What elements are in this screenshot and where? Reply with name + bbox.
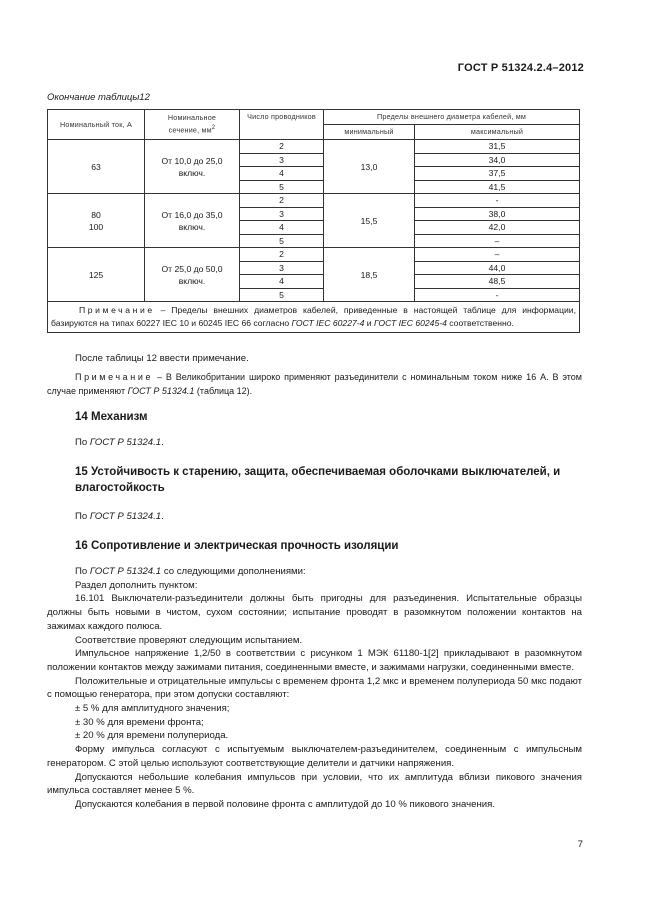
cell-min: 18,5: [324, 248, 415, 302]
cell-conductors: 5: [240, 288, 324, 302]
cable-diameter-table: [47, 109, 580, 333]
cell-max: 34,0: [415, 153, 580, 167]
section-16-body: [47, 565, 582, 812]
section-14-title: 14 Механизм: [75, 411, 148, 423]
header-conductors: Число проводников: [240, 110, 324, 140]
tolerance-item: ± 20 % для времени полупериода.: [75, 730, 229, 742]
cell-section: От 16,0 до 35,0 включ.: [145, 194, 240, 248]
cell-max: 37,5: [415, 167, 580, 181]
cell-max: 41,5: [415, 180, 580, 194]
cell-max: 44,0: [415, 261, 580, 275]
cell-max: -: [415, 288, 580, 302]
uk-note: Примечание – В Великобритании широко применяют разъединители с номинальным током ниже 16 А. В этом случае применяют ГОСТ Р 51324.1 (таблица 12).: [47, 372, 582, 396]
cell-max: -: [415, 194, 580, 208]
section-15-title: 15 Устойчивость к старению, защита, обеспечиваемая оболочками выключателей, и влагостойкость: [75, 466, 561, 494]
header-section: Номинальное сечение, $мм^2$: [145, 110, 240, 140]
paragraph: Положительные и отрицательные импульсы с временем фронта 1,2 мкс и временем полупериода 50 мкс подают с помощью генератора, при этом допуски составляют:: [47, 675, 582, 701]
cell-max: 31,5: [415, 140, 580, 154]
after-table-text: После таблицы 12 ввести примечание.: [75, 353, 249, 364]
cell-current: 80 100: [48, 194, 145, 248]
table-note-row: [48, 302, 580, 333]
cell-conductors: 3: [240, 153, 324, 167]
cell-conductors: 2: [240, 140, 324, 154]
cell-max: 42,0: [415, 221, 580, 235]
paragraph: Форму импульса согласуют с испытуемым выключателем-разъединителем, соединенным с импульсным генератором. С этой целью используют соответствующие делители и датчики напряжения.: [47, 744, 582, 769]
table-caption: Окончание таблицы12: [47, 92, 150, 103]
paragraph: Допускаются колебания в первой половине фронта с амплитудой до 10 % пикового значения.: [75, 798, 496, 810]
header-max: максимальный: [415, 125, 580, 140]
page-number: 7: [577, 839, 583, 850]
cell-conductors: 4: [240, 275, 324, 289]
cell-conductors: 2: [240, 248, 324, 262]
cell-current: 63: [48, 140, 145, 194]
paragraph: Раздел дополнить пунктом:: [75, 579, 198, 591]
paragraph: 16.101 Выключатели-разъединители должны быть пригодны для разъединения. Испытательные образцы должны быть новыми в чистом, сухом состоянии; испытание проводят в разомкнутом положении контактов на зажимах каждого полюса.: [47, 593, 582, 632]
table-row: [48, 194, 580, 208]
table-header-row: [48, 110, 580, 125]
cell-conductors: 2: [240, 194, 324, 208]
paragraph: Соответствие проверяют следующим испытанием.: [75, 634, 303, 646]
header-diameter: Пределы внешнего диаметра кабелей, мм: [324, 110, 580, 125]
table-note: Примечание – Пределы внешних диаметров кабелей, приведенные в настоящей таблице для информации, базируются на типах 60227 IEC 10 и 60245 IEC 66 согласно ГОСТ IEC 60227-4 и ГОСТ IEC 60245-4 соответственно.: [48, 302, 580, 333]
section-16-intro: По ГОСТ Р 51324.1 со следующими дополнениями:: [75, 566, 306, 577]
header-current: Номинальный ток, А: [48, 110, 145, 140]
cell-conductors: 5: [240, 180, 324, 194]
cell-current: 125: [48, 248, 145, 302]
section-14-text: По ГОСТ Р 51324.1.: [75, 437, 164, 448]
section-16-title: 16 Сопротивление и электрическая прочность изоляции: [75, 540, 399, 552]
cell-conductors: 4: [240, 221, 324, 235]
cell-max: –: [415, 234, 580, 248]
cell-max: 48,5: [415, 275, 580, 289]
cell-max: –: [415, 248, 580, 262]
tolerance-item: ± 30 % для времени фронта;: [75, 716, 204, 728]
paragraph: Допускаются небольшие колебания импульсов при условии, что их амплитуда вблизи пикового значения импульса составляет менее 5 %.: [47, 771, 582, 797]
standard-number: ГОСТ Р 51324.2.4–2012: [457, 62, 584, 74]
table-row: [48, 140, 580, 154]
cell-conductors: 5: [240, 234, 324, 248]
cell-max: 38,0: [415, 207, 580, 221]
section-15-text: По ГОСТ Р 51324.1.: [75, 511, 164, 522]
cell-section: От 25,0 до 50,0 включ.: [145, 248, 240, 302]
cell-section: От 10,0 до 25,0 включ.: [145, 140, 240, 194]
cell-min: 15,5: [324, 194, 415, 248]
paragraph: Импульсное напряжение 1,2/50 в соответствии с рисунком 1 МЭК 61180-1[2] прикладывают в разомкнутом положении контактов между зажимами питания, соединенными вместе, и зажимами нагрузки, соединенными вместе.: [47, 648, 582, 673]
cell-min: 13,0: [324, 140, 415, 194]
table-row: [48, 248, 580, 262]
cell-conductors: 3: [240, 207, 324, 221]
cell-conductors: 4: [240, 167, 324, 181]
header-min: минимальный: [324, 125, 415, 140]
cell-conductors: 3: [240, 261, 324, 275]
tolerance-item: ± 5 % для амплитудного значения;: [75, 703, 230, 715]
